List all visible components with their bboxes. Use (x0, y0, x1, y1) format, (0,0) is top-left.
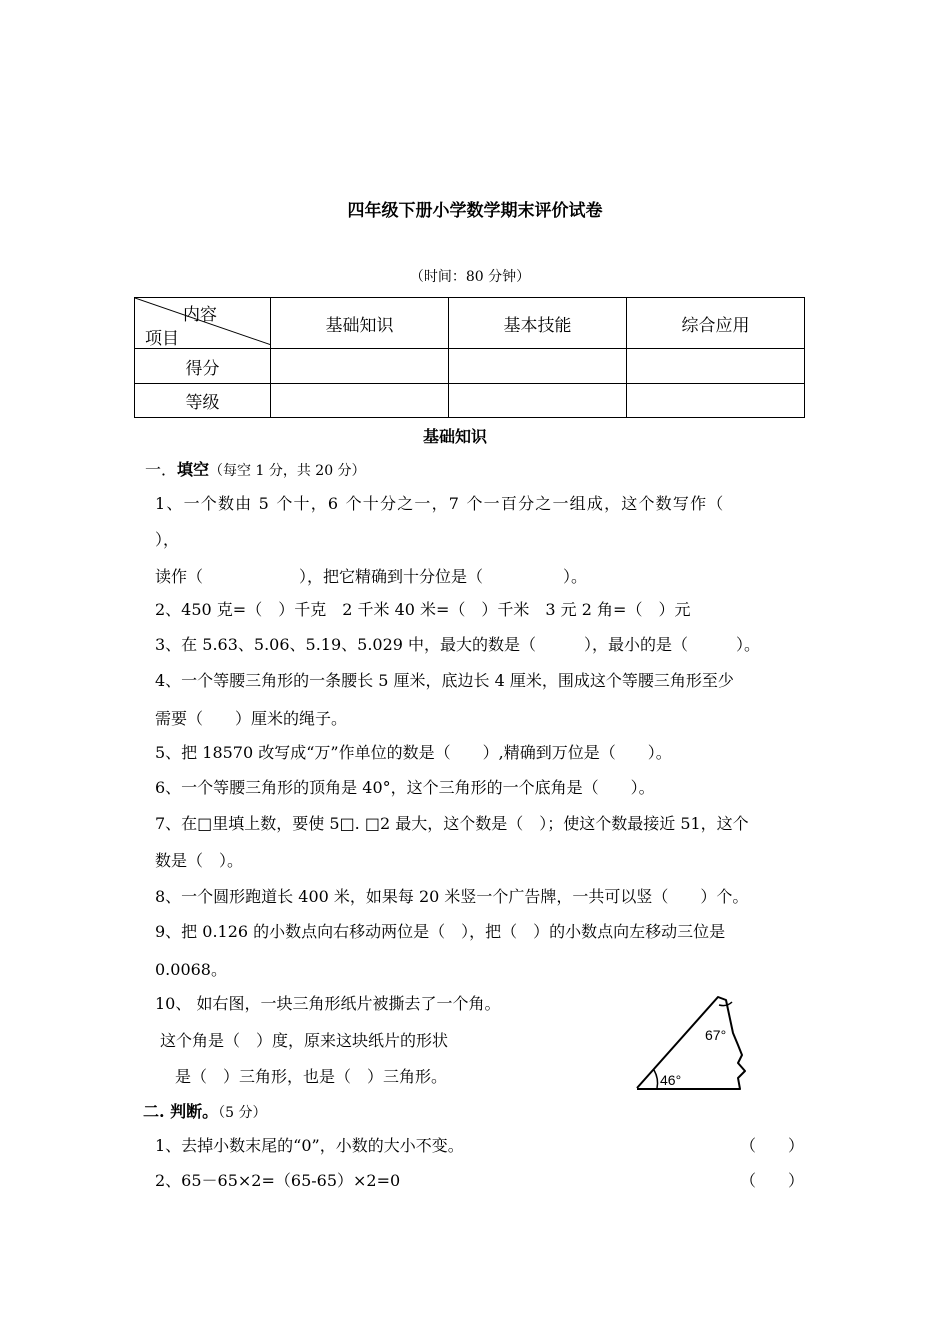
part2-note: （5 分） (218, 1105, 267, 1121)
column-header: 综合应用 (627, 298, 805, 349)
column-header: 基础知识 (271, 298, 449, 349)
question-line: 需要（ ）厘米的绳子。 (155, 709, 348, 728)
question-line: 6、一个等腰三角形的顶角是 40°，这个三角形的一个底角是（ ）。 (155, 778, 655, 797)
question-line: 4、一个等腰三角形的一条腰长 5 厘米，底边长 4 厘米，围成这个等腰三角形至少 (155, 671, 734, 690)
part1-label: 填空 (177, 460, 210, 479)
score-cell[interactable] (449, 349, 627, 384)
question-line: ）， (155, 530, 180, 549)
score-table (134, 297, 805, 418)
part2-label: 二. 判断。 (143, 1102, 219, 1121)
grade-cell[interactable] (449, 384, 627, 418)
judge-item-text: 1、去掉小数末尾的“0”，小数的大小不变。 (155, 1136, 464, 1155)
question-line: 这个角是（ ）度，原来这块纸片的形状 (160, 1031, 449, 1050)
row-header: 等级 (135, 384, 271, 418)
question-line: 0.0068。 (155, 960, 227, 979)
question-line: 8、一个圆形跑道长 400 米，如果每 20 米竖一个广告牌，一共可以竖（ ）个。 (155, 887, 749, 906)
torn-triangle-figure (632, 995, 762, 1095)
question-line: 读作（ ），把它精确到十分位是（ ）。 (155, 567, 588, 586)
judge-answer-paren[interactable]: （ ） (740, 1136, 805, 1155)
question-line: 1、一个数由 5 个十，6 个十分之一，7 个一百分之一组成，这个数写作（ (155, 494, 725, 513)
judge-item-text: 2、65－65×2=（65-65）×2=0 (155, 1171, 401, 1190)
part1-heading (145, 457, 366, 480)
table-corner-cell (135, 298, 271, 349)
column-header: 基本技能 (449, 298, 627, 349)
question-line: 3、在 5.63、5.06、5.19、5.029 中，最大的数是（ ），最小的是（ ）。 (155, 635, 761, 654)
question-line: 数是（ ）。 (155, 851, 244, 870)
question-line: 10、 如右图，一块三角形纸片被撕去了一个角。 (155, 994, 501, 1013)
score-cell[interactable] (627, 349, 805, 384)
part1-number: 一． (145, 460, 178, 479)
grade-cell[interactable] (627, 384, 805, 418)
section-title: 基础知识 (422, 427, 487, 446)
row-header: 得分 (135, 349, 271, 384)
angle-top-label: 67° (705, 1027, 727, 1043)
question-line: 9、把 0.126 的小数点向右移动两位是（ ），把（ ）的小数点向左移动三位是 (155, 922, 726, 941)
time-note: （时间：80 分钟） (409, 269, 531, 285)
page-title: 四年级下册小学数学期末评价试卷 (347, 201, 603, 221)
part2-heading (143, 1099, 267, 1122)
question-line: 5、把 18570 改写成“万”作单位的数是（ ）,精确到万位是（ ）。 (155, 743, 672, 762)
corner-bottom-label: 项目 (145, 329, 179, 349)
corner-top-label: 内容 (183, 305, 217, 325)
question-line: 是（ ）三角形，也是（ ）三角形。 (175, 1067, 448, 1086)
question-line: 7、在□里填上数，要使 5□. □2 最大，这个数是（ ）；使这个数最接近 51，这个 (155, 814, 749, 833)
angle-bottom-label: 46° (660, 1072, 682, 1088)
judge-answer-paren[interactable]: （ ） (740, 1171, 805, 1190)
part1-note: （每空 1 分，共 20 分） (209, 463, 366, 479)
grade-cell[interactable] (271, 384, 449, 418)
question-line: 2、450 克=（ ）千克 2 千米 40 米=（ ）千米 3 元 2 角=（ ）元 (155, 600, 691, 619)
score-cell[interactable] (271, 349, 449, 384)
